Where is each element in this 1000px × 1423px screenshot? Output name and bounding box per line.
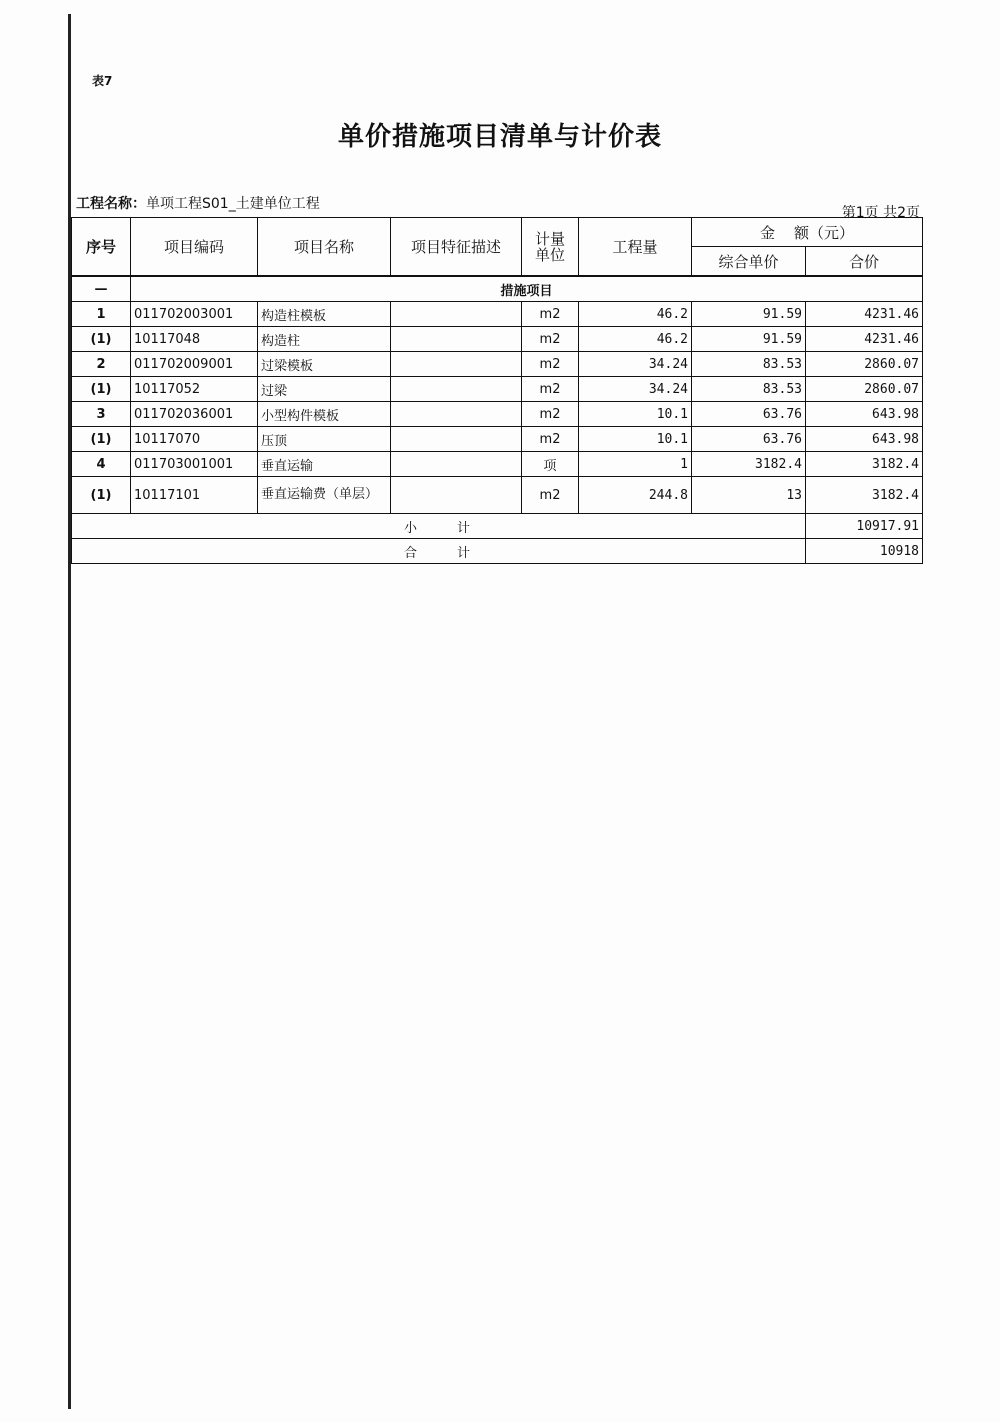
row-desc	[391, 477, 522, 514]
row-desc	[391, 402, 522, 427]
row-seq: 4	[72, 452, 131, 477]
row-name: 压顶	[258, 427, 391, 452]
row-unit-price: 83.53	[692, 352, 806, 377]
table-row	[72, 477, 923, 514]
table-row	[72, 327, 923, 352]
header-code: 项目编码	[131, 218, 258, 277]
table-row	[72, 377, 923, 402]
subtotal-value: 10917.91	[806, 514, 923, 539]
project-name-label: 工程名称：	[76, 196, 146, 212]
table-number: 表7	[92, 74, 113, 88]
row-unit: m2	[522, 427, 579, 452]
project-name-line	[76, 193, 320, 213]
grand-total-row	[72, 539, 923, 564]
header-seq: 序号	[72, 218, 131, 277]
table-row	[72, 352, 923, 377]
row-qty: 46.2	[579, 302, 692, 327]
row-seq: (1)	[72, 427, 131, 452]
row-desc	[391, 327, 522, 352]
row-name: 过梁模板	[258, 352, 391, 377]
row-code: 10117052	[131, 377, 258, 402]
row-seq: 3	[72, 402, 131, 427]
subtotal-label: 小计	[72, 514, 806, 539]
table-row	[72, 427, 923, 452]
row-name: 垂直运输	[258, 452, 391, 477]
row-code: 011703001001	[131, 452, 258, 477]
row-seq: (1)	[72, 377, 131, 402]
project-name-value: 单项工程S01_土建单位工程	[146, 196, 320, 212]
row-seq: (1)	[72, 327, 131, 352]
row-name: 小型构件模板	[258, 402, 391, 427]
row-qty: 34.24	[579, 377, 692, 402]
row-total: 643.98	[806, 402, 923, 427]
row-qty: 10.1	[579, 427, 692, 452]
row-unit-price: 3182.4	[692, 452, 806, 477]
row-qty: 46.2	[579, 327, 692, 352]
row-code: 10117048	[131, 327, 258, 352]
row-name: 构造柱	[258, 327, 391, 352]
row-desc	[391, 377, 522, 402]
row-total: 4231.46	[806, 302, 923, 327]
row-unit-price: 91.59	[692, 302, 806, 327]
row-unit: m2	[522, 477, 579, 514]
row-qty: 34.24	[579, 352, 692, 377]
row-total: 4231.46	[806, 327, 923, 352]
row-unit: 项	[522, 452, 579, 477]
section-title: 措施项目	[131, 276, 923, 302]
row-desc	[391, 452, 522, 477]
header-unit-price: 综合单价	[692, 247, 806, 277]
subtotal-row	[72, 514, 923, 539]
row-name: 垂直运输费（单层）	[258, 477, 391, 514]
header-unit: 计量单位	[522, 218, 579, 277]
row-total: 2860.07	[806, 377, 923, 402]
table-row	[72, 402, 923, 427]
section-row	[72, 276, 923, 302]
row-code: 011702036001	[131, 402, 258, 427]
row-qty: 1	[579, 452, 692, 477]
header-desc: 项目特征描述	[391, 218, 522, 277]
page-number: 第1页 共2页	[841, 205, 920, 221]
row-desc	[391, 352, 522, 377]
header-total: 合价	[806, 247, 923, 277]
header-name: 项目名称	[258, 218, 391, 277]
row-seq: (1)	[72, 477, 131, 514]
row-unit: m2	[522, 352, 579, 377]
row-unit: m2	[522, 377, 579, 402]
header-amount: 金 额（元）	[692, 218, 923, 247]
row-seq: 1	[72, 302, 131, 327]
table-row	[72, 452, 923, 477]
row-desc	[391, 427, 522, 452]
row-unit-price: 91.59	[692, 327, 806, 352]
row-seq: 2	[72, 352, 131, 377]
row-unit-price: 63.76	[692, 427, 806, 452]
pricing-table	[71, 217, 923, 564]
row-total: 3182.4	[806, 477, 923, 514]
row-code: 011702009001	[131, 352, 258, 377]
row-qty: 10.1	[579, 402, 692, 427]
row-code: 10117070	[131, 427, 258, 452]
grand-total-value: 10918	[806, 539, 923, 564]
row-unit-price: 83.53	[692, 377, 806, 402]
grand-total-label: 合计	[72, 539, 806, 564]
document-title: 单价措施项目清单与计价表	[337, 122, 662, 152]
header-row	[72, 218, 923, 247]
row-name: 过梁	[258, 377, 391, 402]
table-row	[72, 302, 923, 327]
header-qty: 工程量	[579, 218, 692, 277]
row-unit-price: 63.76	[692, 402, 806, 427]
row-unit-price: 13	[692, 477, 806, 514]
section-seq: —	[72, 276, 131, 302]
row-unit: m2	[522, 402, 579, 427]
row-code: 10117101	[131, 477, 258, 514]
row-unit: m2	[522, 302, 579, 327]
row-unit: m2	[522, 327, 579, 352]
row-name: 构造柱模板	[258, 302, 391, 327]
row-total: 643.98	[806, 427, 923, 452]
row-total: 2860.07	[806, 352, 923, 377]
row-code: 011702003001	[131, 302, 258, 327]
row-desc	[391, 302, 522, 327]
row-qty: 244.8	[579, 477, 692, 514]
row-total: 3182.4	[806, 452, 923, 477]
